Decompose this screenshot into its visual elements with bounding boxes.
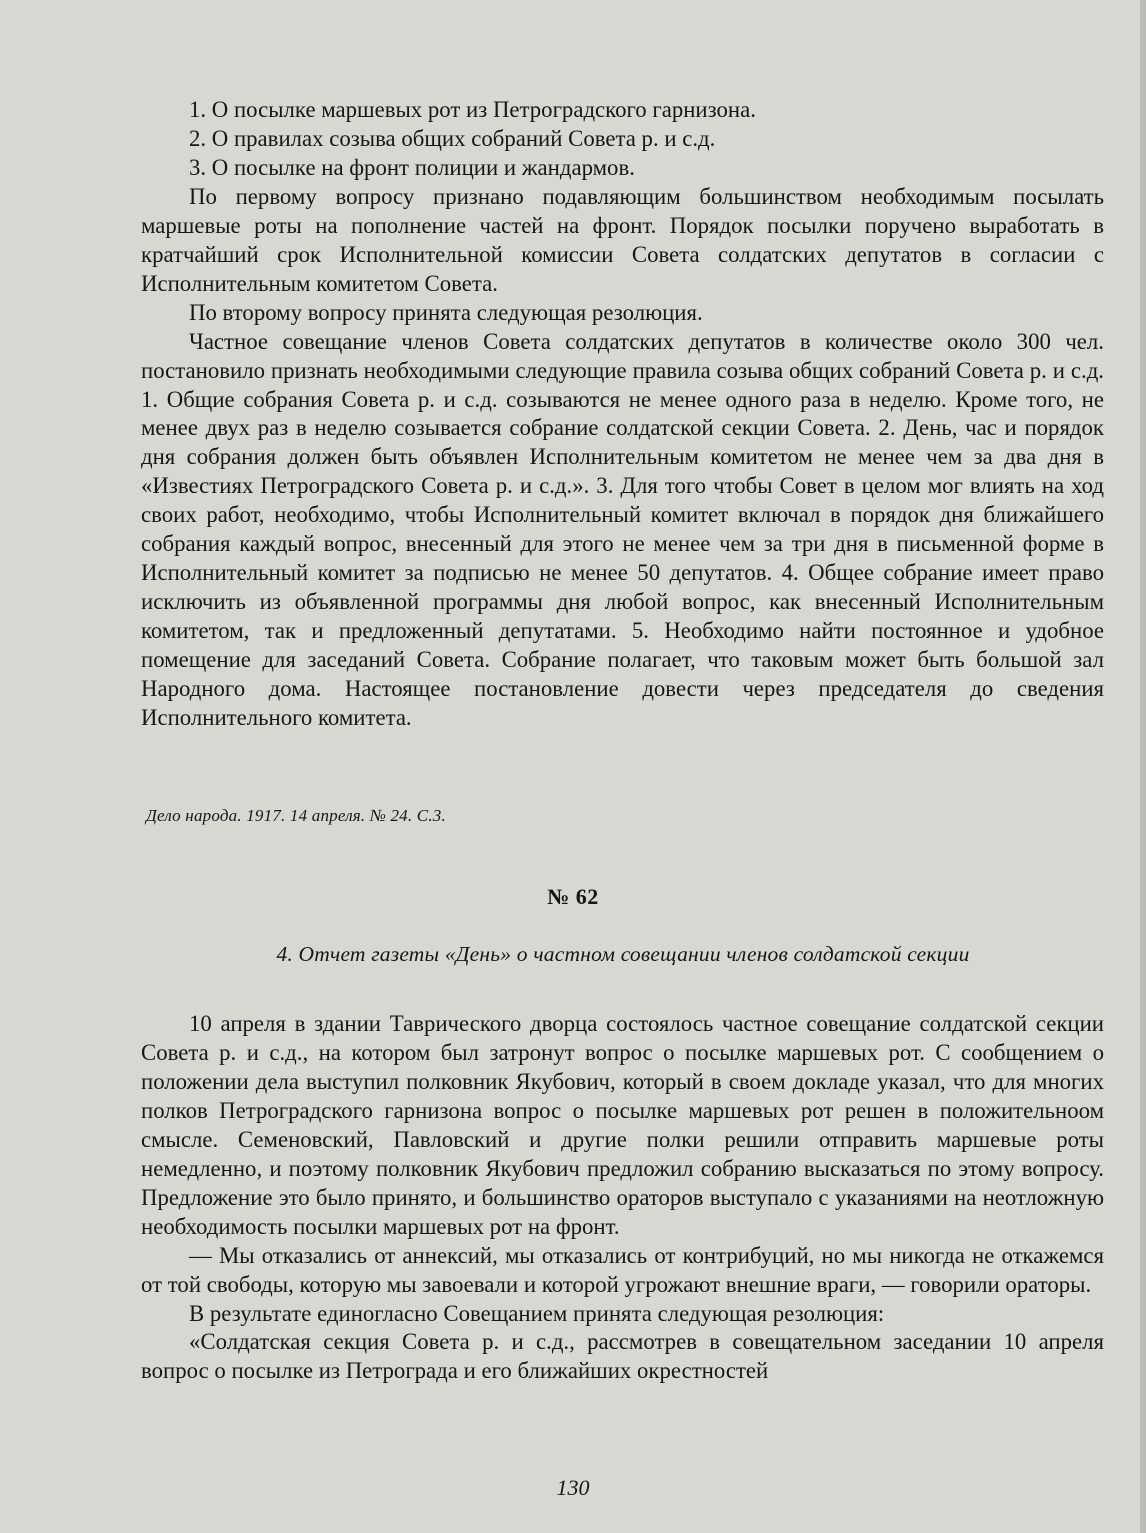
- paragraph-second-question: По второму вопросу принята следующая резолюция.: [189, 299, 703, 325]
- upper-text-block: [141, 96, 1104, 733]
- paragraph-resolution-intro: В результате единогласно Совещанием принята следующая резолюция:: [189, 1300, 885, 1326]
- paragraph-meeting-report: 10 апреля в здании Таврического дворца состоялось частное совещание солдатской секции Совета р. и с.д., на котором был затронут вопрос о посылке маршевых рот. С сообщением о положении дела выступил полковник Якубович, который в своем докладе указал, что для многих полков Петроградского гарнизона вопрос о посылке маршевых рот решен в положительноом смысле. Семеновский, Павловский и другие полки решили отправить маршевые роты немедленно, и поэтому полковник Якубович предложил собранию высказаться по этому вопросу. Предложение это было принято, и большинство ораторов выступало с указаниями на неотложную необходимость посылки маршевых рот на фронт.: [141, 1011, 1104, 1239]
- agenda-item-1: 1. О посылке маршевых рот из Петроградского гарнизона.: [189, 97, 756, 122]
- lower-text-block: [141, 1010, 1104, 1386]
- document-title: 4. Отчет газеты «День» о частном совещании членов солдатской секции: [276, 942, 970, 966]
- paragraph-speakers-quote: — Мы отказались от аннексий, мы отказались от контрибуций, но мы никогда не откажемся от той свободы, которую мы завоевали и которой угрожают внешние враги, — говорили ораторы.: [141, 1242, 1104, 1297]
- page-number: 130: [556, 1475, 590, 1500]
- paragraph-resolution-rules: Частное совещание членов Совета солдатских депутатов в количестве около 300 чел. постановило признать необходимыми следующие правила созыва общих собраний Совета р. и с.д. 1. Общие собрания Совета р. и с.д. созываются не менее одного раза в неделю. Кроме того, не менее двух раз в неделю созывается собрание солдатской секции Совета. 2. День, час и порядок дня собрания должен быть объявлен Исполнительным комитетом не менее чем за два дня в «Известиях Петроградского Совета р. и с.д.». 3. Для того чтобы Совет в целом мог влиять на ход своих работ, необходимо, чтобы Исполнительный комитет включал в порядок дня ближайшего собрания каждый вопрос, внесенный для этого не менее чем за три дня в письменной форме в Исполнительный комитет за подписью не менее 50 депутатов. 4. Общее собрание имеет право исключить из объявленной программы дня любой вопрос, как внесенный Исполнительным комитетом, так и предложенный депутатами. 5. Необходимо найти постоянное и удобное помещение для заседаний Совета. Собрание полагает, что таковым может быть большой зал Народного дома. Настоящее постановление довести через председателя до сведения Исполнительного комитета.: [141, 328, 1104, 731]
- agenda-item-2: 2. О правилах созыва общих собраний Совета р. и с.д.: [189, 125, 716, 151]
- agenda-item-3: 3. О посылке на фронт полиции и жандармов.: [189, 154, 635, 180]
- paragraph-first-question: По первому вопросу признано подавляющим большинством необходимым посылать маршевые роты на пополнение частей на фронт. Порядок посылки поручено выработать в кратчайший срок Исполнительной комиссии Совета солдатских депутатов в согласии с Исполнительным комитетом Совета.: [141, 183, 1104, 296]
- paragraph-resolution-text: «Солдатская секция Совета р. и с.д., рассмотрев в совещательном заседании 10 апреля вопрос о посылке из Петрограда и его ближайших окрестностей: [141, 1329, 1104, 1384]
- document-number: № 62: [547, 884, 599, 909]
- source-citation: Дело народа. 1917. 14 апреля. № 24. С.3.: [146, 806, 446, 825]
